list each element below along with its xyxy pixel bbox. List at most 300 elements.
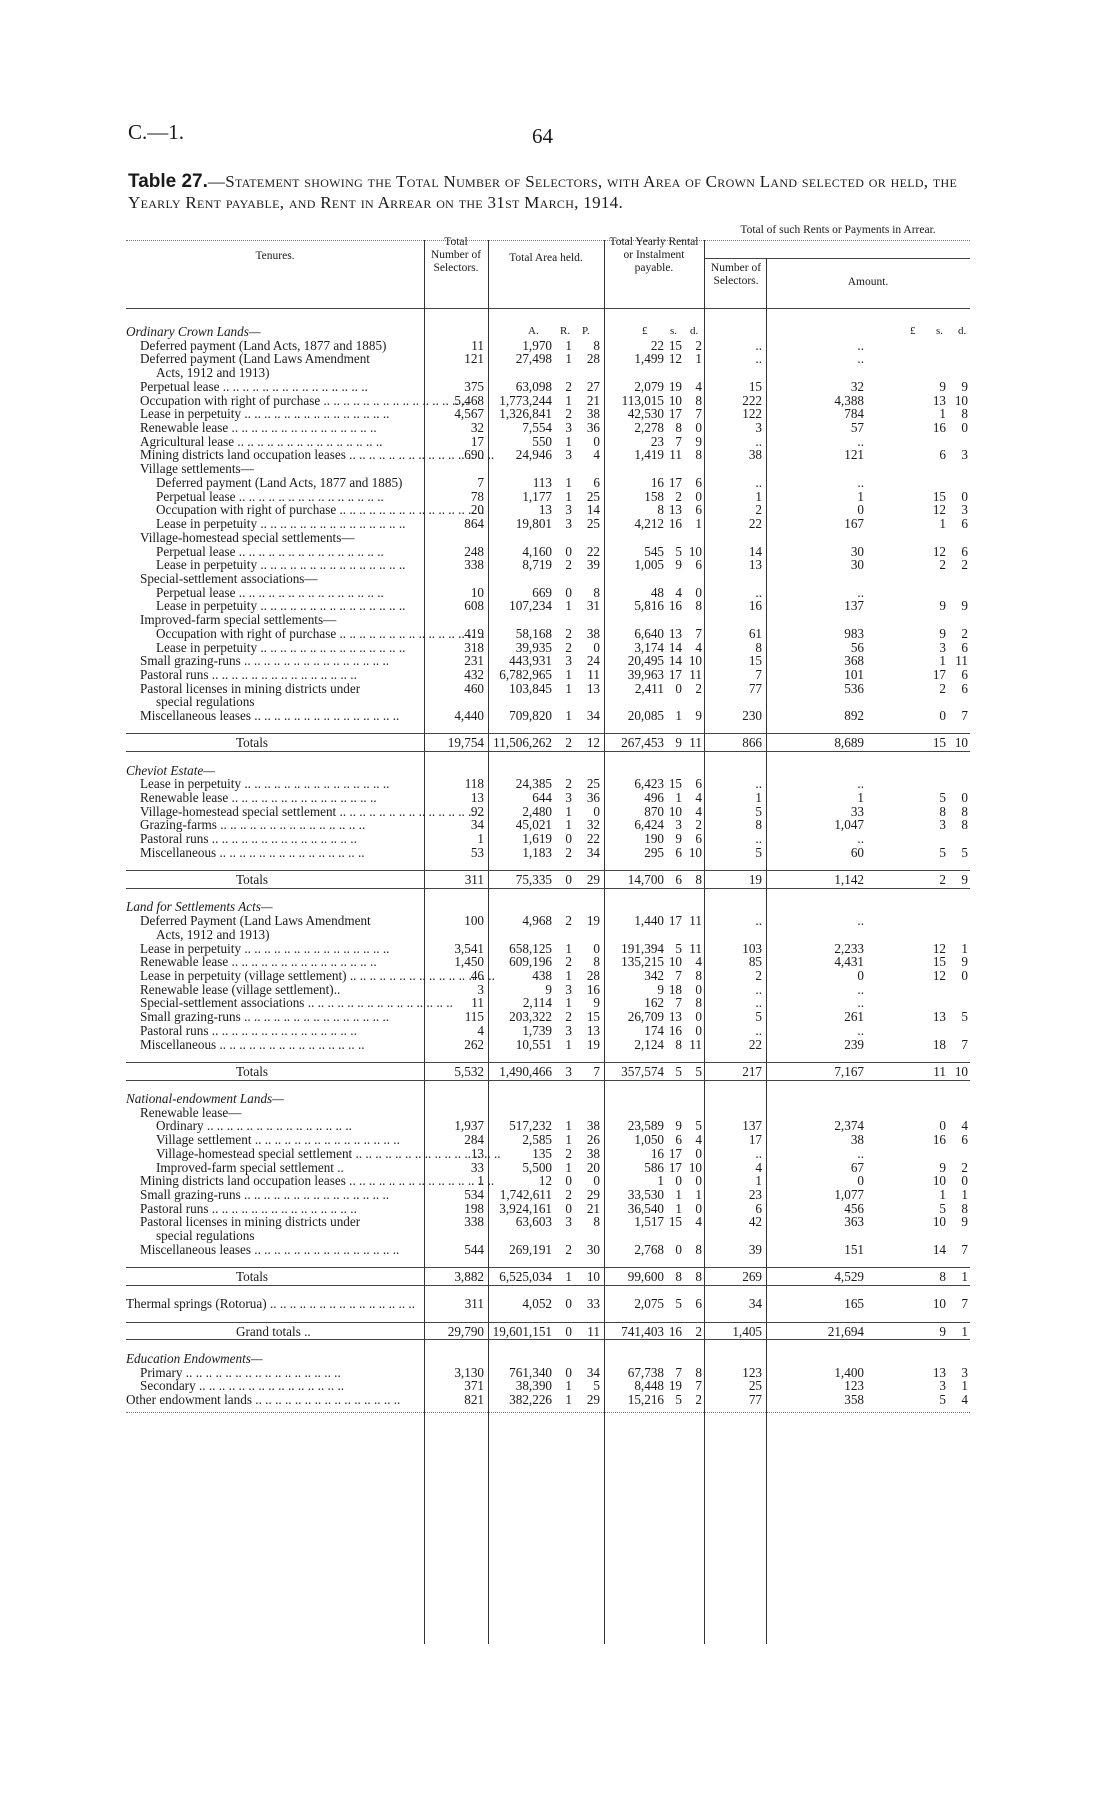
cell-arrears-selectors: .. [755,776,762,792]
table-caption: —Statement showing the Total Number of Selectors, with Area of Crown Land selected or held, the Yearly Rent payable, and Rent in Arrear on the 31st March, 1914. [128,172,958,212]
cell-arrears-pounds: 123 [844,1378,864,1394]
cell-selectors: 4 [477,1022,484,1038]
cell-arrears-pence: 8 [961,1200,968,1216]
row-label: Renewable lease (village settlement).. [140,981,341,997]
row-label: Education Endowments— [126,1350,263,1366]
cell-rental-pounds: 14,700 [627,872,664,888]
cell-rental-pounds: 135,215 [621,954,664,970]
cell-rental-shillings: 0 [675,1241,682,1257]
cell-arrears-pounds: 1,142 [834,872,864,888]
cell-area-perches: 11 [587,667,600,682]
cell-rental-pounds: 20,495 [627,653,664,669]
cell-area-roods: 2 [565,844,572,860]
cell-area-acres: 1,490,466 [499,1063,552,1079]
cell-rental-shillings: 16 [668,598,682,614]
cell-arrears-shillings: 15 [932,488,946,504]
cell-rental-pence: 6 [695,502,702,518]
cell-selectors: 534 [464,1187,484,1203]
cell-arrears-selectors: 77 [748,680,762,696]
totals-rule [126,870,970,871]
cell-arrears-shillings: 9 [939,598,946,614]
cell-rental-shillings: 1 [675,1200,682,1216]
cell-area-acres: 761,340 [509,1364,552,1380]
row-label: Land for Settlements Acts— [126,899,273,915]
cell-arrears-selectors: 15 [748,378,762,394]
cell-area-acres: 24,385 [515,776,552,792]
cell-arrears-shillings: 10 [932,1296,946,1312]
row-label: Mining districts land occupation leases .. .. [126,447,498,463]
cell-selectors: 5,468 [454,392,484,408]
cell-area-roods: 1 [565,995,572,1011]
cell-area-acres: 58,168 [515,625,552,641]
cell-arrears-pounds: 2,233 [834,940,864,956]
unit-perches: P. [582,325,590,337]
cell-selectors: 10 [470,584,484,600]
cell-rental-shillings: 2 [675,488,682,504]
cell-rental-pence: 0 [695,488,702,504]
cell-rental-pence: 6 [695,776,702,792]
cell-selectors: 20 [470,502,484,518]
row-label: Lease in perpetuity (village settlement) .. .. [126,968,498,984]
cell-rental-pounds: 6,640 [634,625,664,641]
cell-rental-pounds: 6,423 [634,776,664,792]
cell-arrears-shillings: 10 [932,1173,946,1189]
cell-arrears-pence: 2 [961,1159,968,1175]
cell-rental-pounds: 2,278 [634,420,664,436]
cell-area-roods: 2 [565,1187,572,1203]
cell-arrears-selectors: 22 [748,516,762,532]
cell-arrears-pounds: 67 [850,1159,864,1175]
cell-arrears-pounds: 151 [844,1241,864,1257]
cell-area-acres: 4,052 [522,1296,552,1312]
cell-arrears-selectors: .. [755,351,762,367]
cell-arrears-selectors: 230 [742,708,762,724]
cell-area-perches: 21 [586,392,600,408]
cell-rental-pence: 11 [689,940,702,956]
cell-arrears-pence: 0 [961,967,968,983]
cell-rental-shillings: 14 [668,653,682,669]
cell-arrears-shillings: 12 [932,543,946,559]
cell-arrears-shillings: 2 [939,680,946,696]
cell-rental-shillings: 17 [668,406,682,422]
row-label: Lease in perpetuity .. .. [126,557,514,573]
cell-area-roods: 1 [565,1269,572,1285]
cell-rental-pence: 4 [695,639,702,655]
cell-rental-pence: 2 [695,817,702,833]
cell-selectors: 4,440 [454,708,484,724]
cell-arrears-selectors: 217 [742,1063,762,1079]
cell-arrears-selectors: 14 [748,543,762,559]
cell-arrears-selectors: 222 [742,392,762,408]
row-label: Village-homestead special settlement .. .. [126,1146,514,1162]
cell-selectors: 262 [464,1036,484,1052]
cell-selectors: 11 [471,995,484,1011]
cell-arrears-selectors: 122 [742,406,762,422]
cell-arrears-pounds: 30 [850,543,864,559]
cell-arrears-pence: 8 [961,803,968,819]
cell-rental-pounds: 16 [650,1145,664,1161]
row-label: Renewable lease— [140,1104,242,1120]
row-label: Secondary .. .. [126,1378,498,1394]
cell-area-roods: 2 [565,639,572,655]
cell-arrears-pounds: .. [857,1145,864,1161]
cell-rental-shillings: 10 [668,803,682,819]
cell-rental-shillings: 9 [675,831,682,847]
cell-area-perches: 39 [586,557,600,573]
cell-rental-shillings: 19 [668,378,682,394]
cell-arrears-shillings: 12 [932,940,946,956]
cell-arrears-pounds: 32 [850,378,864,394]
cell-rental-pence: 5 [695,1118,702,1134]
cell-arrears-shillings: 8 [939,803,946,819]
cell-rental-shillings: 5 [675,940,682,956]
cell-rental-pence: 0 [695,1022,702,1038]
header-tenures: Tenures. [255,250,295,262]
cell-area-roods: 0 [565,1296,572,1312]
cell-arrears-shillings: 1 [939,1187,946,1203]
cell-selectors: 33 [470,1159,484,1175]
row-label: Lease in perpetuity .. .. [126,776,498,792]
cell-rental-pence: 10 [688,1159,702,1175]
cell-rental-pence: 11 [689,913,702,929]
cell-arrears-selectors: 85 [748,954,762,970]
table-title [128,172,968,214]
cell-arrears-pounds: 784 [844,406,864,422]
row-label: Village-homestead special settlements— [140,529,355,545]
cell-selectors: 3,130 [454,1364,484,1380]
row-label: Miscellaneous leases .. .. [126,1242,498,1258]
cell-arrears-selectors: .. [755,433,762,449]
cell-arrears-pence: 1 [961,940,968,956]
cell-rental-shillings: 7 [675,433,682,449]
table-row [126,708,970,724]
cell-arrears-pence: 7 [961,1036,968,1052]
cell-area-acres: 709,820 [509,708,552,724]
row-label: Agricultural lease .. .. [126,434,498,450]
cell-arrears-pence: 2 [961,625,968,641]
cell-rental-pence: 8 [695,872,702,888]
cell-arrears-selectors: 13 [748,557,762,573]
cell-rental-pounds: 741,403 [621,1323,664,1339]
cell-arrears-shillings: 8 [939,1269,946,1285]
cell-rental-pence: 0 [695,420,702,436]
row-label: Perpetual lease .. .. [126,544,514,560]
cell-rental-shillings: 8 [675,1036,682,1052]
cell-area-perches: 10 [586,1269,600,1285]
cell-arrears-pence: 1 [961,1323,968,1339]
cell-area-perches: 0 [593,639,600,655]
cell-rental-pounds: 42,530 [627,406,664,422]
cell-arrears-pence: 11 [955,653,968,669]
cell-selectors: 3,541 [454,940,484,956]
cell-rental-pence: 10 [688,653,702,669]
cell-area-perches: 5 [593,1378,600,1394]
cell-rental-pounds: 174 [644,1022,664,1038]
cell-selectors: 32 [470,420,484,436]
cell-rental-pence: 6 [695,1296,702,1312]
cell-area-perches: 0 [593,803,600,819]
row-label: Perpetual lease .. .. [126,489,514,505]
cell-area-roods: 3 [565,1214,572,1230]
row-label: Perpetual lease .. .. [126,585,514,601]
cell-arrears-pounds: 8,689 [834,735,864,751]
cell-arrears-pounds: 4,529 [834,1269,864,1285]
cell-arrears-pence: 10 [954,392,968,408]
cell-rental-shillings: 1 [675,790,682,806]
cell-area-perches: 25 [586,516,600,532]
cell-rental-pounds: 2,124 [634,1036,664,1052]
cell-rental-pence: 4 [695,1132,702,1148]
cell-area-acres: 27,498 [515,351,552,367]
cell-rental-pounds: 2,075 [634,1296,664,1312]
cell-arrears-pounds: 892 [844,708,864,724]
cell-area-acres: 12 [538,1173,552,1189]
row-label: Pastoral runs .. .. [126,667,498,683]
cell-rental-pounds: 23 [650,433,664,449]
cell-area-acres: 269,191 [509,1241,552,1257]
row-label: Renewable lease .. .. [126,420,498,436]
row-label: Totals [236,1269,269,1285]
cell-area-perches: 38 [586,1118,600,1134]
cell-rental-pence: 6 [695,474,702,490]
row-label: Primary .. .. .. [126,1365,498,1381]
cell-area-perches: 19 [586,1036,600,1052]
cell-rental-pence: 2 [695,680,702,696]
cell-selectors: 11 [471,337,484,353]
cell-rental-pounds: 1,499 [634,351,664,367]
header-arrears-group: Total of such Rents or Payments in Arrear. [740,224,936,236]
cell-area-perches: 30 [586,1241,600,1257]
cell-rental-pence: 8 [695,995,702,1011]
cell-rental-pence: 11 [689,1036,702,1052]
cell-area-roods: 1 [565,680,572,696]
cell-arrears-pence: 6 [961,516,968,532]
cell-rental-pounds: 16 [650,474,664,490]
cell-area-acres: 438 [532,967,552,983]
cell-arrears-shillings: 18 [932,1036,946,1052]
cell-area-acres: 443,931 [509,653,552,669]
totals-bottom-rule [126,888,970,889]
cell-arrears-pounds: 536 [844,680,864,696]
cell-rental-pence: 0 [695,1009,702,1025]
cell-arrears-shillings: 5 [939,1391,946,1407]
cell-selectors: 34 [470,817,484,833]
cell-rental-pence: 4 [695,378,702,394]
cell-area-perches: 21 [586,1200,600,1216]
cell-rental-pence: 4 [695,954,702,970]
cell-area-roods: 1 [565,337,572,353]
cell-rental-shillings: 8 [675,1269,682,1285]
cell-arrears-selectors: 3 [755,420,762,436]
cell-rental-pence: 11 [689,735,702,751]
cell-arrears-pence: 6 [961,667,968,682]
cell-arrears-shillings: 5 [939,790,946,806]
cell-area-acres: 45,021 [515,817,552,833]
cell-rental-pence: 7 [695,406,702,422]
cell-rental-shillings: 11 [669,447,682,463]
cell-selectors: 7 [477,474,484,490]
cell-area-acres: 609,196 [509,954,552,970]
unit-pounds: £ [642,325,648,337]
cell-arrears-pounds: 368 [844,653,864,669]
cell-arrears-shillings: 13 [932,392,946,408]
cell-arrears-pounds: 363 [844,1214,864,1230]
totals-bottom-rule [126,1339,970,1340]
cell-area-perches: 34 [586,708,600,724]
cell-rental-pence: 8 [695,1269,702,1285]
cell-arrears-pounds: 1,077 [834,1187,864,1203]
cell-arrears-pence: 3 [961,1364,968,1380]
cell-rental-shillings: 1 [675,1187,682,1203]
cell-arrears-selectors: .. [755,337,762,353]
cell-arrears-selectors: 5 [755,803,762,819]
cell-area-roods: 3 [565,653,572,669]
cell-selectors: 311 [464,1296,484,1312]
row-label: Miscellaneous .. .. [126,1037,498,1053]
cell-rental-pounds: 545 [644,543,664,559]
row-label: Occupation with right of purchase .. .. [126,626,514,642]
unit-roods: R. [560,325,571,337]
cell-area-roods: 0 [565,1173,572,1189]
cell-rental-pounds: 496 [644,790,664,806]
row-label: Village settlement .. .. [126,1132,514,1148]
totals-rule [126,1322,970,1323]
cell-area-roods: 0 [565,584,572,600]
row-label: Village settlements— [140,461,254,477]
cell-rental-pence: 0 [695,1145,702,1161]
cell-area-perches: 12 [586,735,600,751]
cell-rental-pounds: 39,963 [627,667,664,682]
cell-arrears-pounds: 358 [844,1391,864,1407]
cell-arrears-pence: 10 [954,1063,968,1079]
cell-area-perches: 22 [586,831,600,847]
cell-area-acres: 1,177 [522,488,552,504]
cell-rental-shillings: 16 [668,1323,682,1339]
cell-arrears-pence: 1 [961,1378,968,1394]
cell-rental-pounds: 6,424 [634,817,664,833]
cell-area-acres: 6,782,965 [499,667,552,682]
cell-arrears-selectors: 77 [748,1391,762,1407]
cell-selectors: 284 [464,1132,484,1148]
cell-arrears-selectors: .. [755,584,762,600]
cell-area-roods: 2 [565,913,572,929]
cell-arrears-pounds: .. [857,351,864,367]
cell-area-acres: 4,160 [522,543,552,559]
cell-selectors: 311 [464,872,484,888]
cell-arrears-pence: 1 [961,1269,968,1285]
cell-selectors: 100 [464,913,484,929]
cell-area-roods: 3 [565,790,572,806]
cell-arrears-shillings: 13 [932,1364,946,1380]
cell-area-acres: 75,335 [515,872,552,888]
cell-selectors: 118 [464,776,484,792]
cell-rental-pounds: 190 [644,831,664,847]
cell-area-roods: 1 [565,1159,572,1175]
cell-arrears-pounds: 121 [844,447,864,463]
cell-rental-pence: 2 [695,1323,702,1339]
cell-selectors: 13 [470,1145,484,1161]
cell-arrears-pounds: .. [857,981,864,997]
cell-area-perches: 33 [586,1296,600,1312]
cell-area-acres: 3,924,161 [499,1200,552,1216]
cell-rental-pence: 0 [695,1173,702,1189]
cell-area-roods: 3 [565,516,572,532]
cell-selectors: 318 [464,639,484,655]
cell-arrears-selectors: 103 [742,940,762,956]
cell-arrears-pounds: .. [857,474,864,490]
cell-arrears-pence: 9 [961,598,968,614]
cell-arrears-shillings: 12 [932,967,946,983]
cell-arrears-selectors: 866 [742,735,762,751]
row-label: Lease in perpetuity .. .. [126,598,514,614]
cell-rental-pounds: 295 [644,844,664,860]
cell-area-perches: 31 [586,598,600,614]
cell-area-roods: 1 [565,598,572,614]
cell-rental-pence: 8 [695,967,702,983]
cell-area-roods: 0 [565,872,572,888]
cell-area-roods: 1 [565,351,572,367]
cell-rental-pounds: 1,050 [634,1132,664,1148]
cell-area-perches: 8 [593,584,600,600]
table [126,224,970,1644]
cell-arrears-shillings: 16 [932,420,946,436]
header-area: Total Area held. [509,252,583,264]
cell-rental-shillings: 8 [675,420,682,436]
cell-arrears-selectors: 39 [748,1241,762,1257]
cell-arrears-selectors: 25 [748,1378,762,1394]
cell-arrears-pounds: 1,047 [834,817,864,833]
cell-area-acres: 669 [532,584,552,600]
row-label: Ordinary Crown Lands— [126,324,261,339]
cell-arrears-shillings: 12 [932,502,946,518]
cell-rental-pounds: 26,709 [627,1009,664,1025]
cell-selectors: 821 [464,1391,484,1407]
cell-selectors: 608 [464,598,484,614]
cell-area-acres: 644 [532,790,552,806]
cell-area-roods: 1 [565,1132,572,1148]
cell-arrears-pence: 9 [961,1214,968,1230]
cell-area-perches: 38 [586,625,600,641]
totals-row [126,1064,970,1080]
cell-rental-shillings: 15 [668,337,682,353]
cell-area-roods: 0 [565,1200,572,1216]
table-row [126,1242,970,1258]
header-selectors: Total Number of Selectors. [430,236,482,274]
cell-rental-pence: 7 [695,1378,702,1394]
cell-area-perches: 20 [586,1159,600,1175]
cell-arrears-pence: 8 [961,817,968,833]
cell-arrears-shillings: 2 [939,557,946,573]
cell-arrears-pounds: 0 [857,967,864,983]
cell-arrears-pence: 4 [961,1391,968,1407]
cell-arrears-pence: 6 [961,1132,968,1148]
cell-arrears-pounds: 60 [850,844,864,860]
row-label: Lease in perpetuity .. .. [126,941,498,957]
cell-selectors: 121 [464,351,484,367]
cell-area-acres: 38,390 [515,1378,552,1394]
cell-area-perches: 38 [586,1145,600,1161]
cell-area-roods: 3 [565,981,572,997]
cell-rental-shillings: 10 [668,392,682,408]
cell-rental-shillings: 7 [675,995,682,1011]
row-label: Thermal springs (Rotorua) .. .. [126,1296,484,1312]
cell-area-roods: 2 [565,1241,572,1257]
cell-arrears-pence: 9 [961,954,968,970]
cell-area-acres: 19,601,151 [492,1323,552,1339]
cell-area-roods: 2 [565,378,572,394]
cell-area-roods: 1 [565,433,572,449]
cell-area-perches: 11 [587,1323,600,1339]
